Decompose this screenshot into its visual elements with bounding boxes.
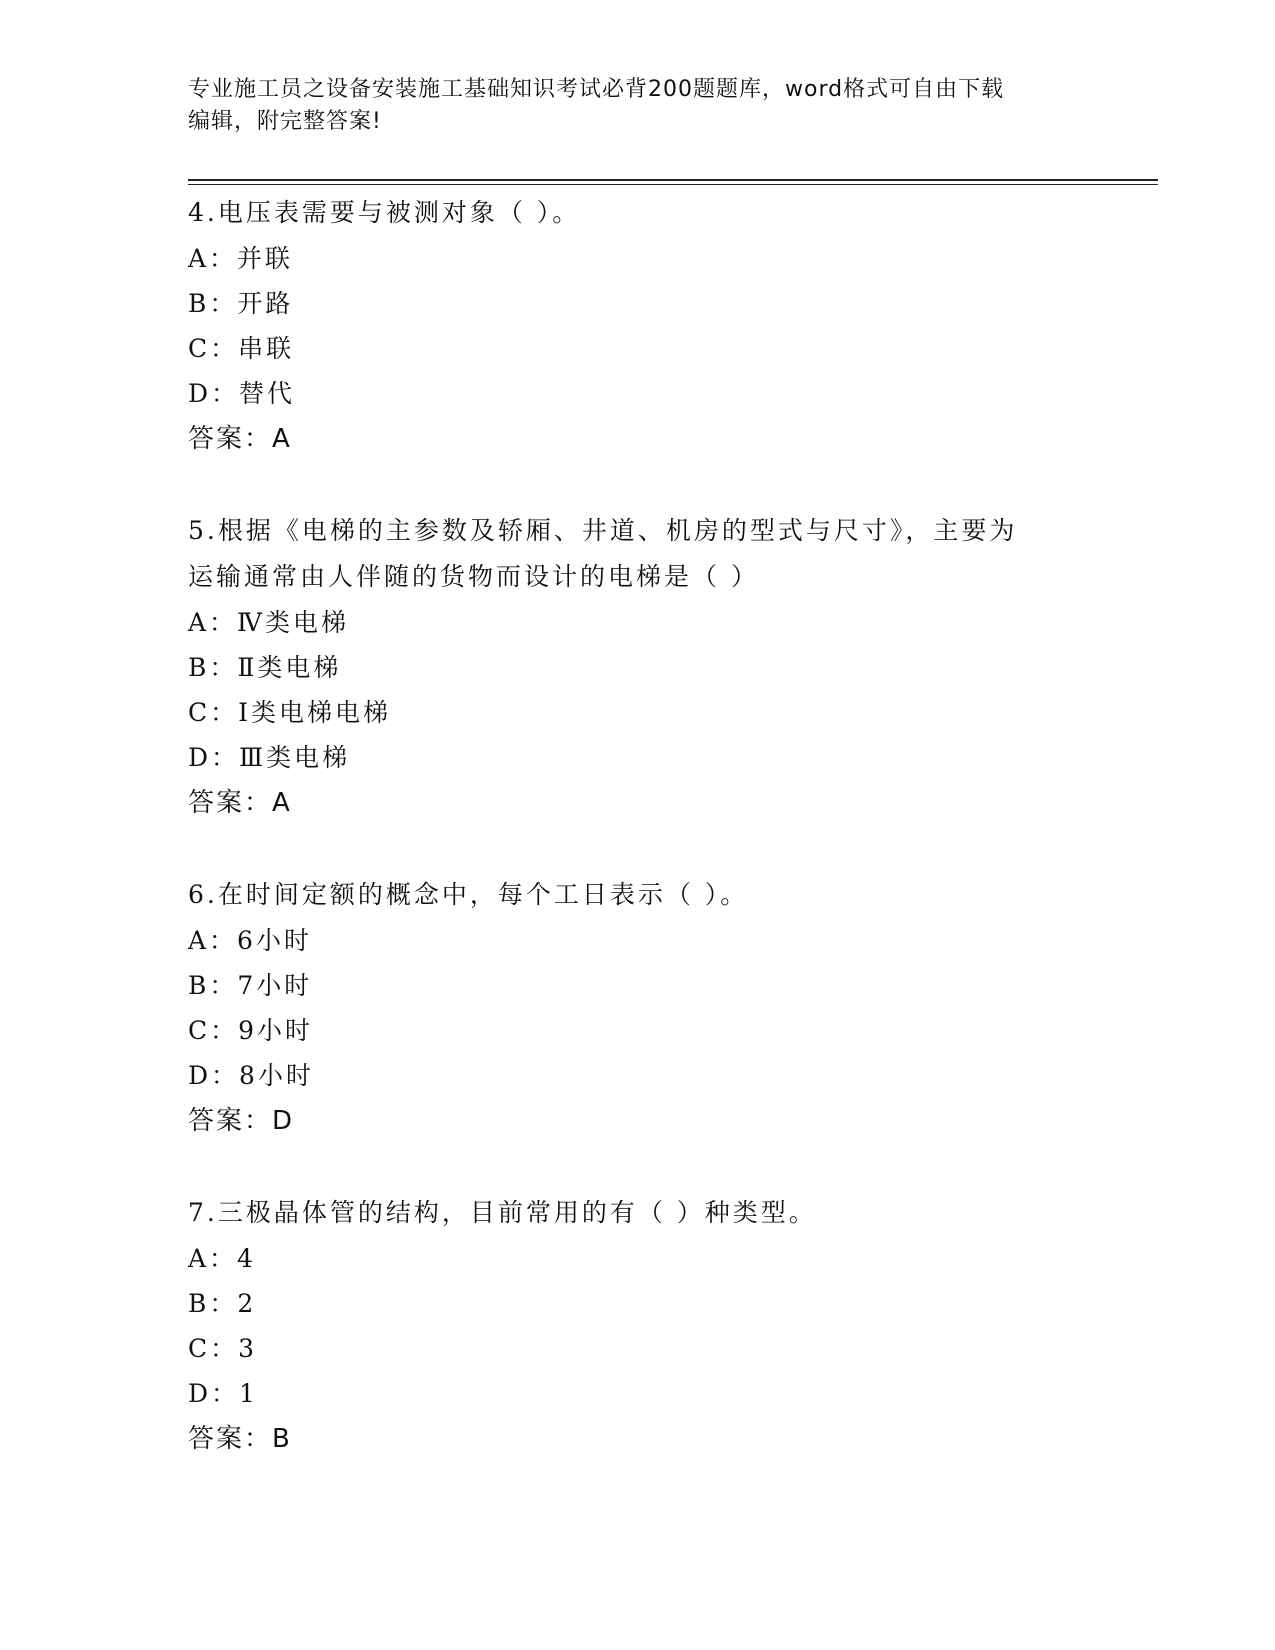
option-a: A：并联 — [188, 244, 294, 273]
option-b: B：7小时 — [188, 971, 313, 1000]
option-d: D：Ⅲ类电梯 — [188, 743, 351, 772]
option-b: B：Ⅱ类电梯 — [188, 653, 342, 682]
option-c: C：9小时 — [188, 1016, 314, 1045]
question-stem: 7.三极晶体管的结构，目前常用的有（ ）种类型。 — [188, 1198, 817, 1227]
question-6 — [188, 872, 1118, 1144]
option-c: C：Ⅰ类电梯电梯 — [188, 698, 392, 727]
question-5 — [188, 508, 1118, 826]
answer-label: 答案：D — [188, 1106, 295, 1136]
question-list — [188, 190, 1118, 1508]
option-d: D：8小时 — [188, 1061, 314, 1090]
answer-label: 答案：A — [188, 424, 292, 454]
header-divider-thick — [188, 179, 1158, 181]
question-stem: 4.电压表需要与被测对象（ ）。 — [188, 198, 581, 227]
question-4 — [188, 190, 1118, 462]
header-line-1: 专业施工员之设备安装施工基础知识考试必背200题题库，word格式可自由下载 — [188, 77, 1005, 102]
question-stem: 5.根据《电梯的主参数及轿厢、井道、机房的型式与尺寸》，主要为 — [188, 516, 1018, 545]
header-line-2: 编辑，附完整答案! — [188, 109, 382, 134]
answer-label: 答案：B — [188, 1424, 292, 1454]
option-a: A：Ⅳ类电梯 — [188, 608, 350, 637]
option-c: C：3 — [188, 1334, 258, 1363]
question-stem: 6.在时间定额的概念中，每个工日表示（ ）。 — [188, 880, 749, 909]
option-a: A：6小时 — [188, 926, 312, 955]
answer-label: 答案：A — [188, 788, 292, 818]
option-b: B：开路 — [188, 289, 294, 318]
question-7 — [188, 1190, 1118, 1462]
document-header — [188, 74, 1088, 138]
option-c: C：串联 — [188, 334, 295, 363]
option-b: B：2 — [188, 1289, 257, 1318]
option-a: A：4 — [188, 1244, 256, 1273]
option-d: D：替代 — [188, 379, 296, 408]
header-divider-thin — [188, 184, 1158, 185]
question-stem-continued: 运输通常由人伴随的货物而设计的电梯是（ ） — [188, 562, 759, 591]
option-d: D：1 — [188, 1379, 258, 1408]
